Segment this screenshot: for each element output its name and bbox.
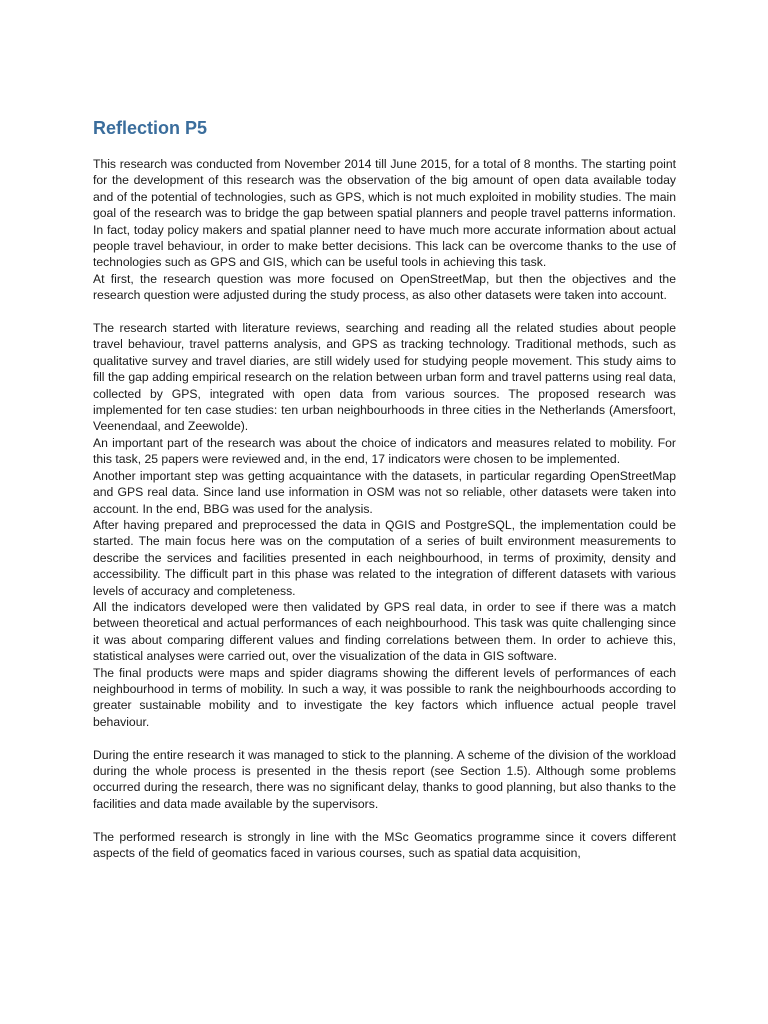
paragraph-indicators: An important part of the research was about the choice of indicators and measures related to mobility. For this task, 25 papers were reviewed and, in the end, 17 indicators were chosen to be implemented. [93,435,676,467]
document-title: Reflection P5 [93,118,208,138]
paragraph-final-products: The final products were maps and spider diagrams showing the different levels of performances of each neighbourhood in terms of mobility. In such a way, it was possible to rank the neighbourhoods according to greater sustainable mobility and to investigate the key factors which influence actual people travel behaviour. [93,665,676,729]
paragraph-datasets: Another important step was getting acquaintance with the datasets, in particular regarding OpenStreetMap and GPS real data. Since land use information in OSM was not so reliable, other datasets were taken into account. In the end, BBG was used for the analysis. [93,468,676,516]
paragraph-programme-relation: The performed research is strongly in line with the MSc Geomatics programme since it covers different aspects of the field of geomatics faced in various courses, such as spatial data acquisition, [93,829,676,861]
document-body [93,156,676,861]
paragraph-implementation: After having prepared and preprocessed the data in QGIS and PostgreSQL, the implementation could be started. The main focus here was on the computation of a series of built environment measurements to describe the services and facilities presented in each neighbourhood, in terms of proximity, density and accessibility. The difficult part in this phase was related to the integration of different datasets with various levels of accuracy and completeness. [93,517,676,598]
paragraph-validation: All the indicators developed were then validated by GPS real data, in order to see if there was a match between theoretical and actual performances of each neighbourhood. This task was quite challenging since it was about comparing different values and finding correlations between them. In order to achieve this, statistical analyses were carried out, over the visualization of the data in GIS software. [93,599,676,664]
paragraph-literature-review: The research started with literature reviews, searching and reading all the related studies about people travel behaviour, travel patterns analysis, and GPS as tracking technology. Traditional methods, such as qualitative survey and travel diaries, are still widely used for studying people movement. This study aims to fill the gap adding empirical research on the relation between urban form and travel patterns using real data, collected by GPS, integrated with open data from various sources. The proposed research was implemented for ten case studies: ten urban neighbourhoods in three cities in the Netherlands (Amersfoort, Veenendaal, and Zeewolde). [93,321,676,434]
document-page [93,0,676,1024]
paragraph-research-question: At first, the research question was more focused on OpenStreetMap, but then the objectives and the research question were adjusted during the study process, as also other datasets were taken into account. [93,271,676,303]
paragraph-planning: During the entire research it was managed to stick to the planning. A scheme of the division of the workload during the whole process is presented in the thesis report (see Section 1.5). Although some problems occurred during the research, there was no significant delay, thanks to good planning, but also thanks to the facilities and data made available by the supervisors. [93,747,676,811]
paragraph-study-overview: This research was conducted from November 2014 till June 2015, for a total of 8 months. The starting point for the development of this research was the observation of the big amount of open data available today and of the potential of technologies, such as GPS, which is not much exploited in mobility studies. The main goal of the research was to bridge the gap between spatial planners and people travel patterns information. In fact, today policy makers and spatial planner need to have much more accurate information about actual people travel behaviour, in order to make better decisions. This lack can be overcome thanks to the use of technologies such as GPS and GIS, which can be useful tools in achieving this task. [93,157,676,270]
